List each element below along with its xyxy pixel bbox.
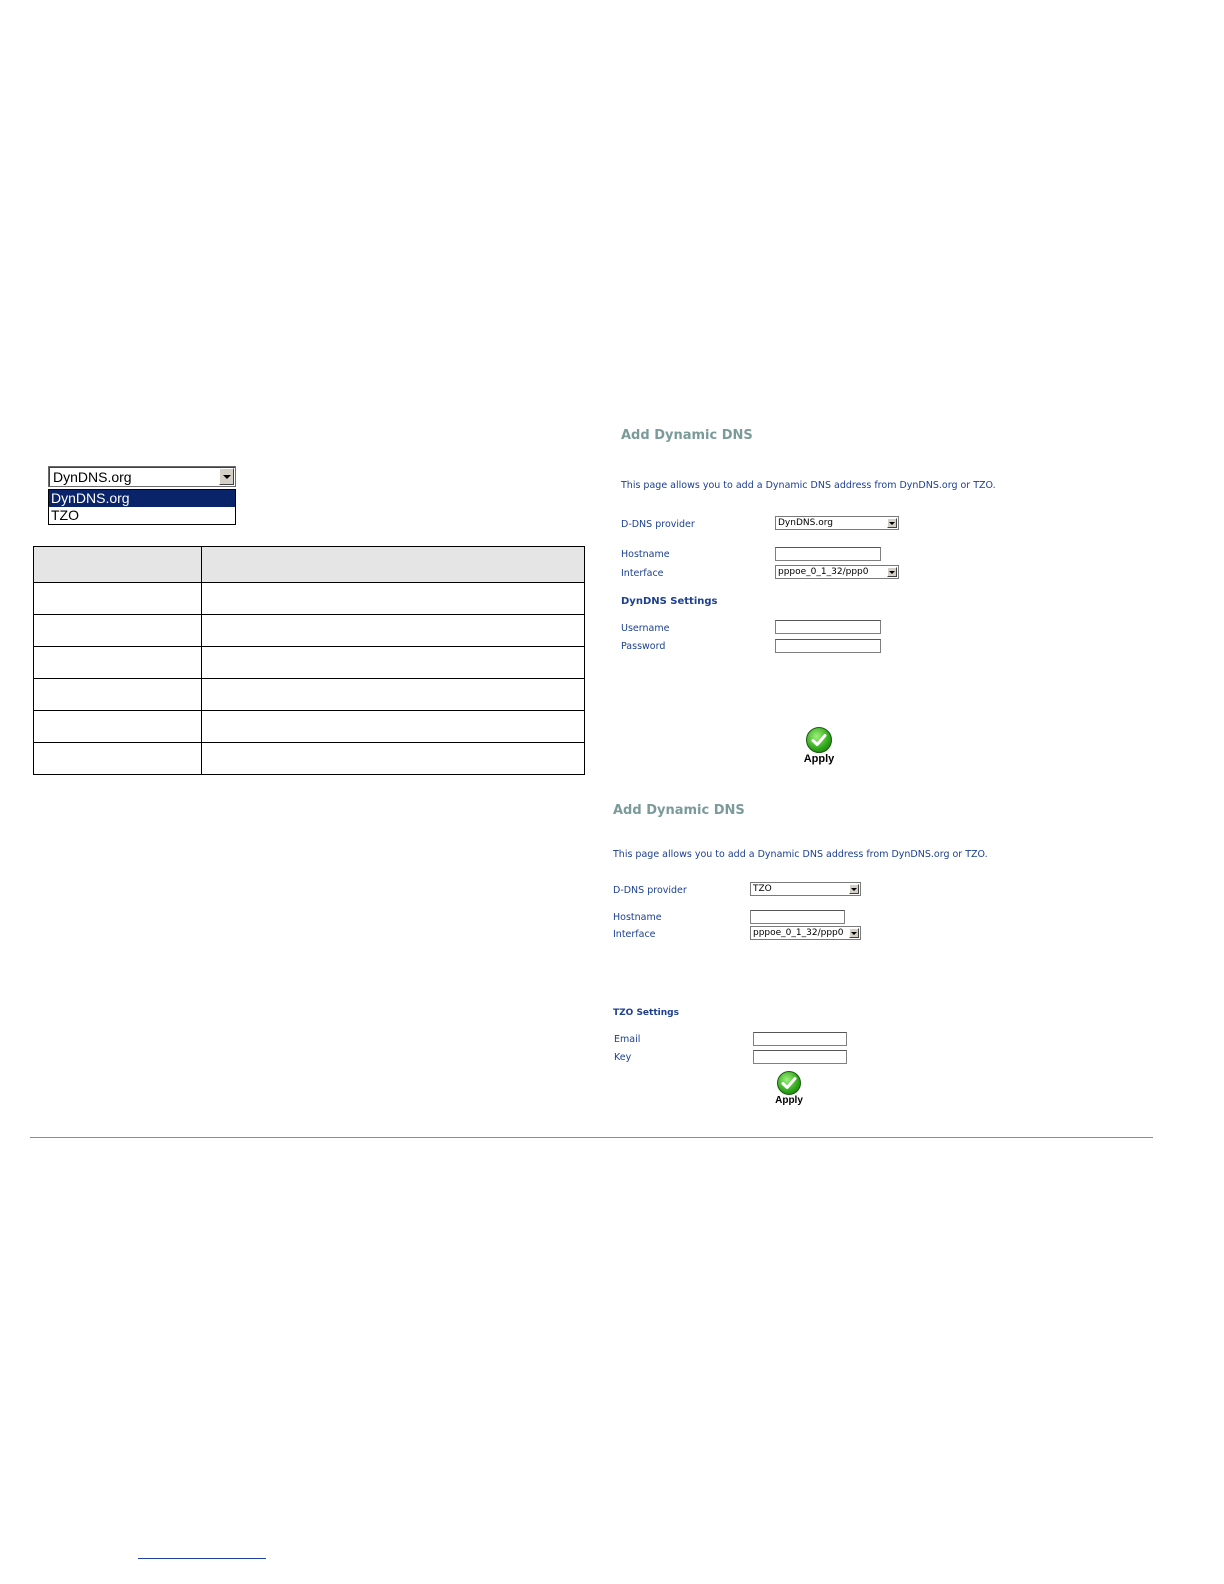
table-cell	[34, 679, 202, 711]
key-label: Key	[614, 1052, 632, 1063]
table-cell	[34, 583, 202, 615]
page-description: This page allows you to add a Dynamic DNS address from DynDNS.org or TZO.	[621, 480, 996, 491]
provider-options-list	[48, 489, 236, 525]
interface-select[interactable]	[750, 926, 861, 940]
password-label: Password	[621, 641, 666, 652]
email-input[interactable]	[753, 1032, 847, 1046]
table-cell	[202, 743, 585, 775]
tzo-settings-panel	[605, 796, 988, 1110]
interface-select-value: pppoe_0_1_32/ppp0	[778, 567, 869, 577]
provider-label: D-DNS provider	[621, 519, 695, 530]
hostname-input[interactable]	[775, 547, 881, 561]
provider-dropdown-sample[interactable]	[48, 466, 236, 525]
table-row	[34, 615, 585, 647]
page-description: This page allows you to add a Dynamic DNS address from DynDNS.org or TZO.	[613, 849, 988, 860]
table-header-row	[34, 547, 585, 583]
table-cell	[202, 615, 585, 647]
provider-option-dyndns[interactable]: DynDNS.org	[49, 490, 235, 507]
footer-link-underline[interactable]	[138, 1558, 266, 1559]
email-label: Email	[614, 1034, 641, 1045]
hostname-label: Hostname	[613, 912, 662, 923]
table-row	[34, 647, 585, 679]
provider-select-value: DynDNS.org	[53, 468, 132, 485]
page-title: Add Dynamic DNS	[613, 803, 745, 818]
table-cell	[34, 743, 202, 775]
apply-button[interactable]	[794, 727, 844, 765]
dropdown-arrow-icon[interactable]	[219, 468, 234, 485]
page-title: Add Dynamic DNS	[621, 428, 753, 443]
settings-section-title: TZO Settings	[613, 1008, 679, 1018]
key-input[interactable]	[753, 1050, 847, 1064]
interface-select-value: pppoe_0_1_32/ppp0	[753, 928, 844, 938]
provider-select-value: DynDNS.org	[778, 518, 833, 528]
table-cell	[34, 711, 202, 743]
settings-section-title: DynDNS Settings	[621, 596, 718, 607]
table-cell	[202, 711, 585, 743]
hostname-input[interactable]	[750, 910, 845, 924]
interface-select[interactable]	[775, 565, 899, 579]
parameters-table	[33, 546, 585, 775]
dropdown-arrow-icon[interactable]	[849, 928, 859, 938]
dropdown-arrow-icon[interactable]	[849, 884, 859, 894]
dyndns-settings-panel	[612, 420, 994, 770]
password-input[interactable]	[775, 639, 881, 653]
apply-label: Apply	[775, 1095, 803, 1106]
table-row	[34, 711, 585, 743]
dropdown-arrow-icon[interactable]	[887, 567, 897, 577]
username-input[interactable]	[775, 620, 881, 634]
table-header-cell	[34, 547, 202, 583]
table-cell	[202, 583, 585, 615]
apply-button[interactable]	[764, 1071, 814, 1106]
table-row	[34, 583, 585, 615]
apply-label: Apply	[803, 753, 835, 765]
dropdown-arrow-icon[interactable]	[887, 518, 897, 528]
table-cell	[202, 679, 585, 711]
apply-check-icon	[806, 727, 832, 753]
page-divider	[30, 1137, 1153, 1138]
provider-select-value: TZO	[753, 884, 772, 894]
table-row	[34, 743, 585, 775]
provider-option-tzo[interactable]: TZO	[51, 507, 79, 523]
table-row	[34, 679, 585, 711]
apply-check-icon	[777, 1071, 801, 1095]
interface-label: Interface	[621, 568, 664, 579]
username-label: Username	[621, 623, 670, 634]
provider-select[interactable]	[750, 882, 861, 896]
table-cell	[202, 647, 585, 679]
provider-label: D-DNS provider	[613, 885, 687, 896]
provider-select-closed[interactable]	[48, 466, 236, 487]
table-cell	[34, 647, 202, 679]
interface-label: Interface	[613, 929, 656, 940]
table-cell	[34, 615, 202, 647]
provider-select[interactable]	[775, 516, 899, 530]
hostname-label: Hostname	[621, 549, 670, 560]
table-header-cell	[202, 547, 585, 583]
